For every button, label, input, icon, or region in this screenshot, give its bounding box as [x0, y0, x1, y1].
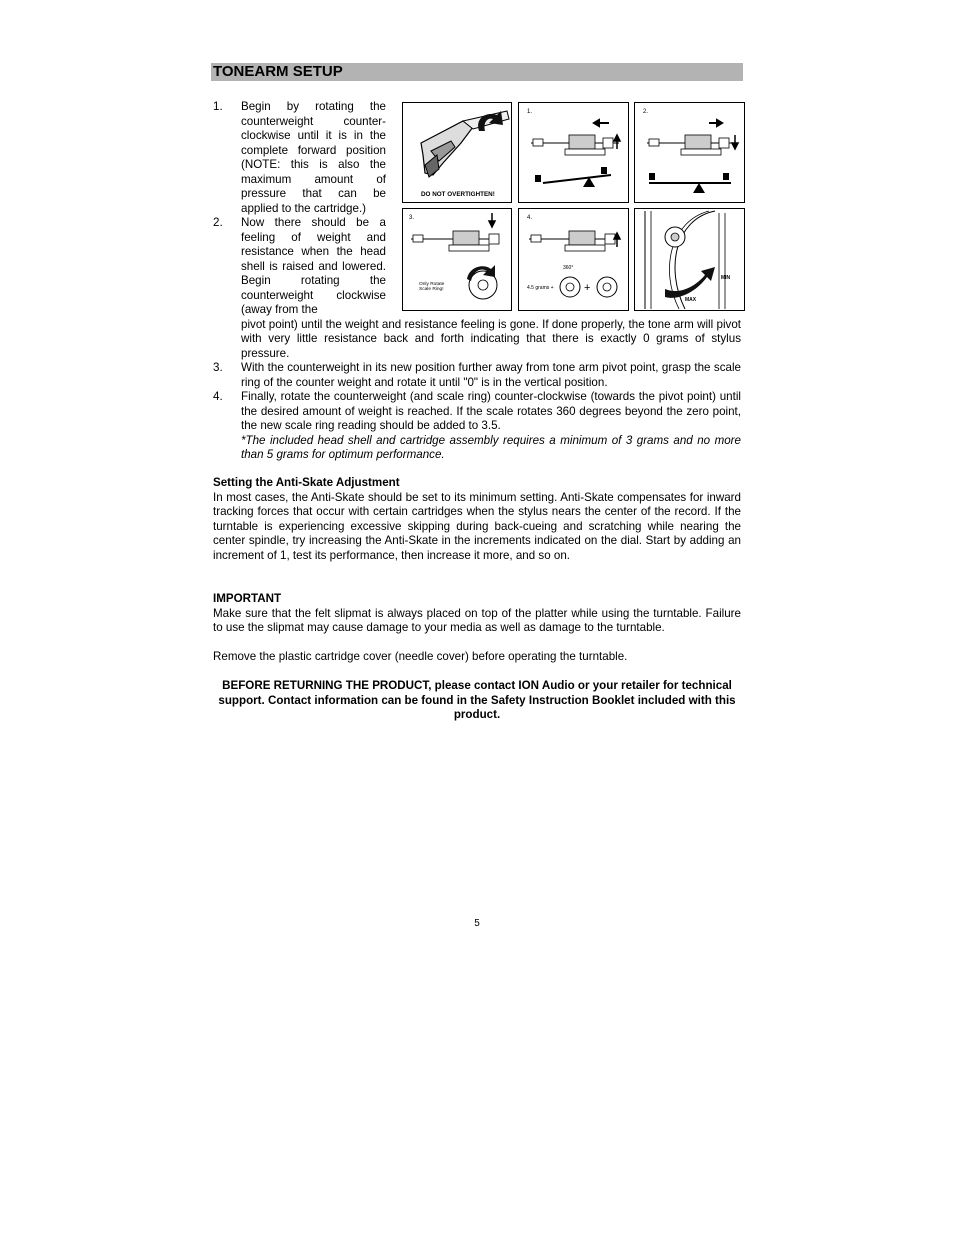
step-text: With the counterweight in its new position further away from tone arm pivot point, grasp the scale ring of the counter weight and rotate it until "0" is in the vertical position.	[241, 361, 741, 389]
svg-text:+: +	[584, 282, 591, 294]
step-number: 4.	[213, 390, 223, 403]
panel-4-number: 4.	[527, 215, 533, 221]
dial-min-label: MIN	[721, 275, 731, 281]
section-title-bar	[211, 63, 743, 81]
step-text-wrapped: Now there should be a feeling of weight and resistance when the head shell is raised and lowered. Begin rotating the counterweight clockwise (away from the	[241, 216, 386, 316]
page-number: 5	[474, 918, 480, 929]
anti-skate-heading: Setting the Anti-Skate Adjustment	[213, 476, 400, 489]
important-section	[213, 592, 741, 636]
panel-2-number: 2.	[643, 109, 649, 115]
before-returning-notice: BEFORE RETURNING THE PRODUCT, please contact ION Audio or your retailer for technical support. Contact information can be found in the Safety Instruction Booklet included with this product.	[218, 679, 736, 721]
step-number: 2.	[213, 216, 223, 229]
step-4-body	[241, 390, 741, 463]
important-heading: IMPORTANT	[213, 592, 282, 605]
warning-label: DO NOT OVERTIGHTEN!	[421, 191, 495, 198]
panel-3-note-line2: Scale Ring!	[419, 287, 444, 292]
dial-max-label: MAX	[685, 297, 697, 303]
step-number: 1.	[213, 100, 223, 113]
panel-3-number: 3.	[409, 215, 415, 221]
step-2	[213, 216, 741, 361]
panel-4-degrees: 360°	[563, 265, 574, 271]
setup-steps	[213, 100, 741, 463]
step-text: Finally, rotate the counterweight (and scale ring) counter-clockwise (towards the pivot point) until the desired amount of weight is reached. If the scale rotates 360 degrees beyond the zero point, the new scale ring reading should be added to 3.5.	[241, 390, 741, 432]
anti-skate-text: In most cases, the Anti-Skate should be set to its minimum setting. Anti-Skate compensates for inward tracking forces that occur with certain cartridges when the stylus nears the center of the record. If the turntable is experiencing excessive skipping during back-cueing and scratching while nearing the center spindle, try increasing the Anti-Skate in the increments indicated on the dial. Start by adding an increment of 1, test its performance, then increase it more, and so on.	[213, 490, 741, 562]
step-3	[213, 361, 741, 390]
step-number: 3.	[213, 361, 223, 374]
panel-3-note-line1: Only Rotate	[419, 282, 445, 287]
step-1	[213, 100, 741, 216]
section-title: TONEARM SETUP	[213, 63, 343, 80]
step-2-body	[241, 216, 741, 361]
stylus-weight-note: *The included head shell and cartridge assembly requires a minimum of 3 grams and no more than 5 grams for optimum performance.	[241, 433, 741, 461]
step-4	[213, 390, 741, 463]
panel-1-number: 1.	[527, 109, 533, 115]
anti-skate-section	[213, 476, 741, 563]
remove-cover-note: Remove the plastic cartridge cover (needle cover) before operating the turntable.	[213, 650, 628, 663]
step-text: Begin by rotating the counterweight counter-clockwise until it is in the complete forward position (NOTE: this is also the maximum amount of pressure that can be applied to the cartridge.)	[241, 100, 386, 215]
step-text-continued: pivot point) until the weight and resistance feeling is gone. If done properly, the tone arm will pivot with very little resistance back and forth indicating that there is exactly 0 grams of stylus pressure.	[241, 317, 741, 360]
important-text: Make sure that the felt slipmat is always placed on top of the platter while using the turntable. Failure to use the slipmat may cause damage to your media as well as damage to the turntable.	[213, 606, 741, 634]
panel-4-grams: 4.5 grams +	[527, 285, 554, 291]
